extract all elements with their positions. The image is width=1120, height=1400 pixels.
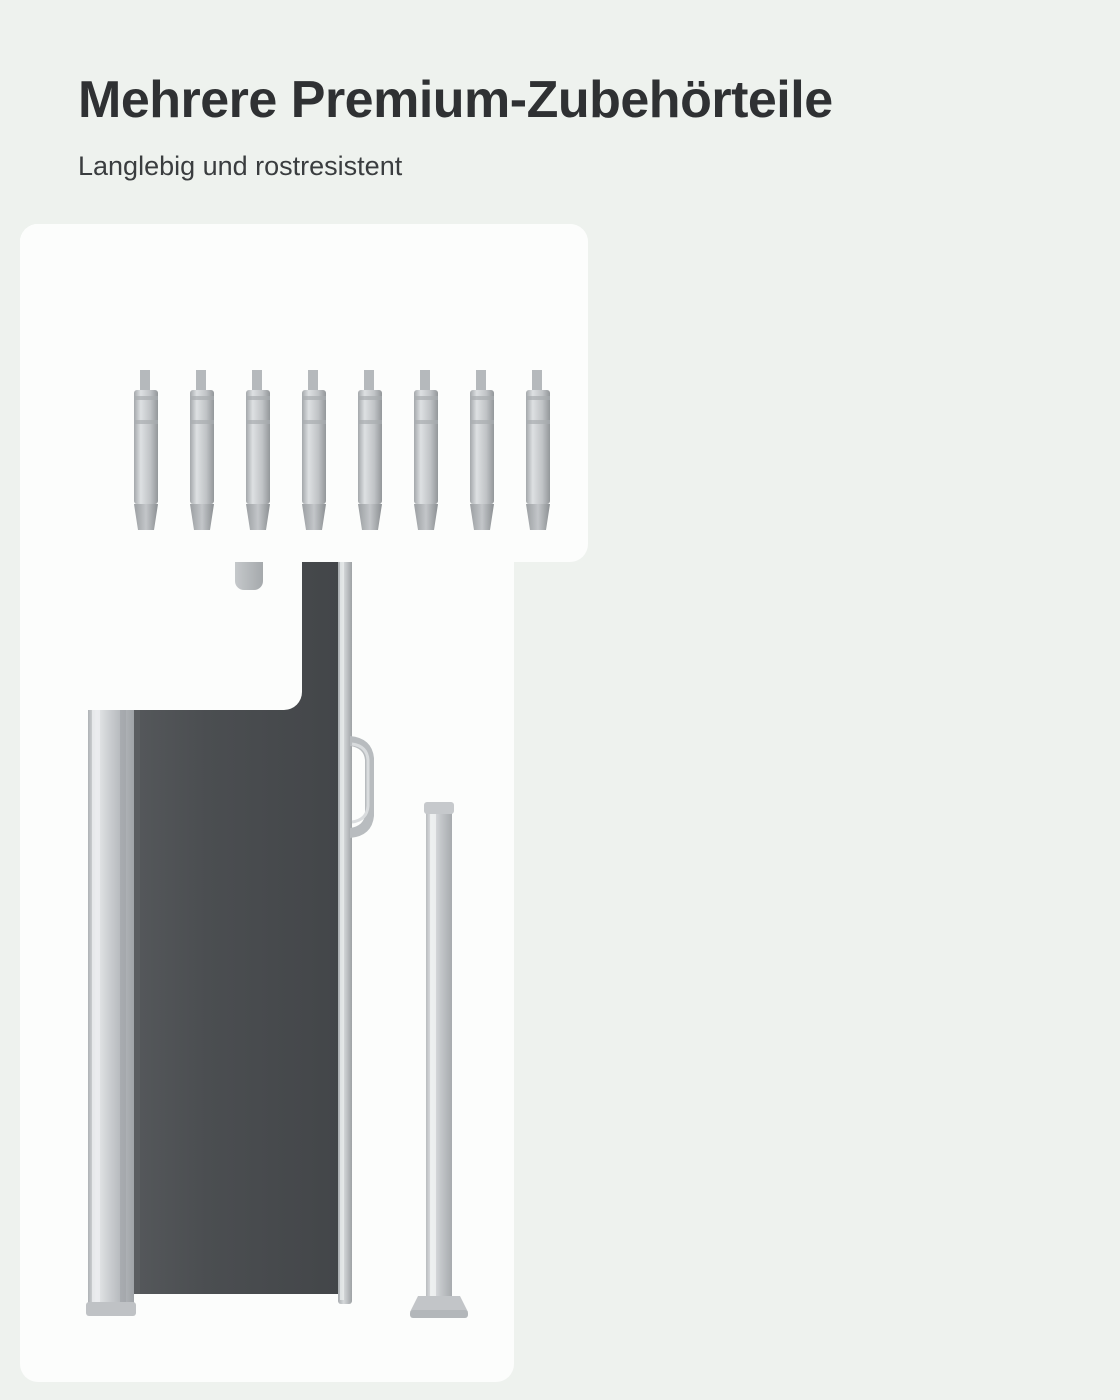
anchors-illustration bbox=[20, 224, 588, 562]
page-subtitle: Langlebig und rostresistent bbox=[78, 151, 403, 182]
page-title: Mehrere Premium-Zubehörteile bbox=[78, 71, 833, 129]
cards-grid bbox=[20, 224, 1100, 1382]
card-anchors bbox=[20, 224, 588, 562]
header bbox=[0, 0, 1120, 182]
